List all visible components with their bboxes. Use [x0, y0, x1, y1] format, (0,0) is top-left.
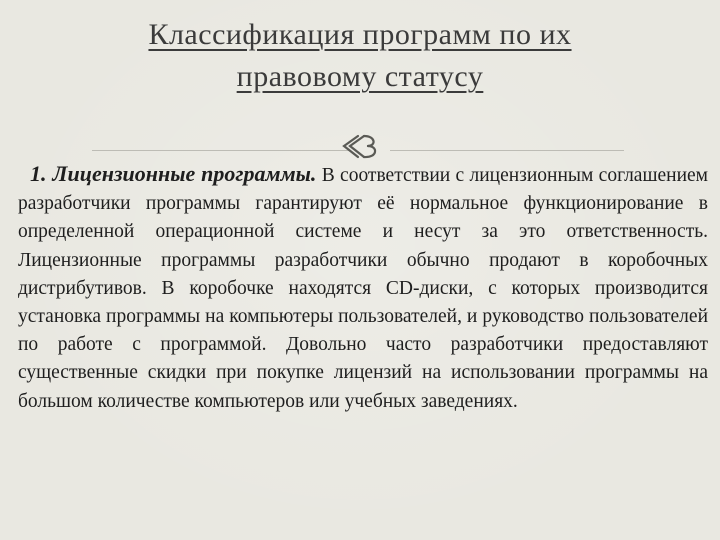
slide-title-line-1: Классификация программ по их	[148, 18, 572, 51]
divider-right	[390, 150, 624, 151]
lead-heading: 1. Лицензионные программы.	[30, 161, 317, 186]
double-curl-ornament-icon	[338, 130, 382, 164]
body-paragraph: В соответствии с лицензионным соглашением разработчики программы гарантируют её нормальное функционирование в определенной операционной системе и несут за это ответственность. Лицензионные программы разработчики обычно продают в коробочных дистрибутивов. В коробочке находятся CD-диски, с которых производится установка программы на компьютеры пользователей, и руководство пользователей по работе с программой. Довольно часто разработчики предоставляют существенные скидки при покупке лицензий на использовании программы на большом количестве компьютеров или учебных заведениях.	[18, 165, 708, 412]
slide-title	[80, 14, 640, 98]
divider-left	[92, 150, 350, 151]
slide-title-line-2: правовому статусу	[236, 60, 484, 93]
slide-body	[18, 160, 708, 416]
